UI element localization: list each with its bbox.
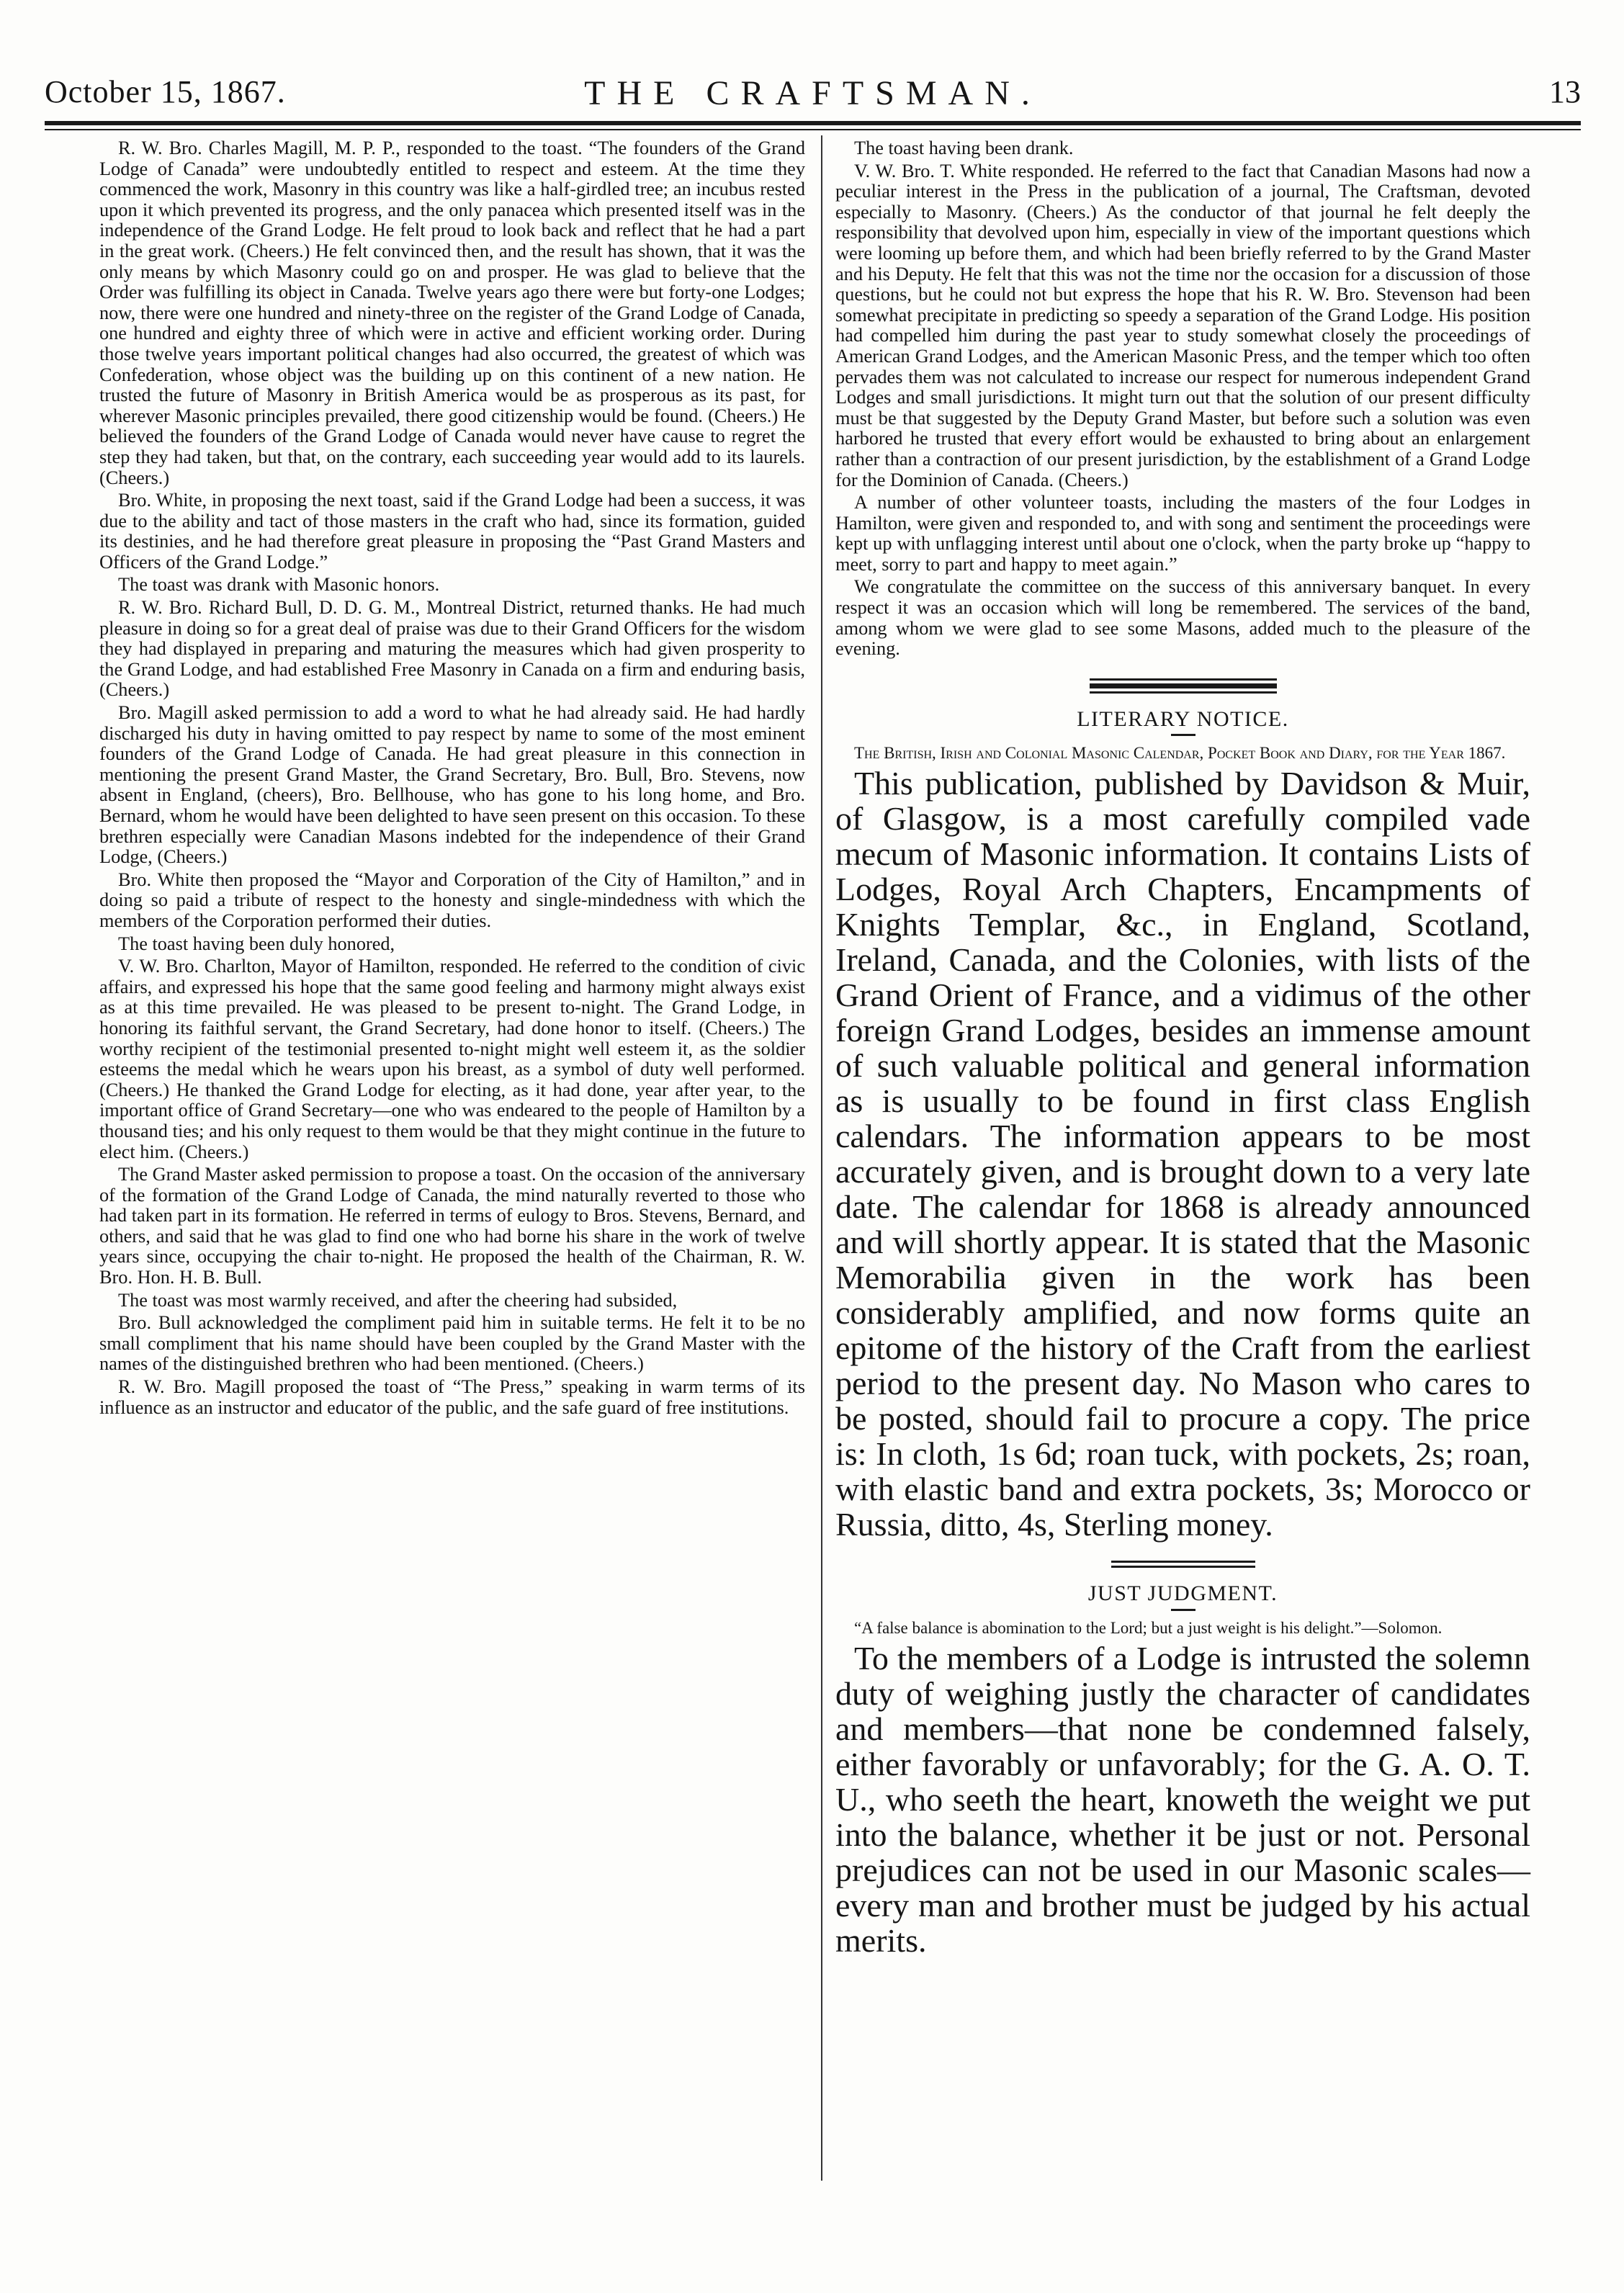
paragraph: R. W. Bro. Charles Magill, M. P. P., responded to the toast. “The founders of the Grand Lodge of Canada” were undoubtedly entitled to respect and esteem. At the time they commenced the work, Masonry in this country was like a half-girdled tree; an incubus rested upon it which prevented its progress, and the only panacea which presented itself was in the independence of the Grand Lodge. He felt proud to look back and reflect that he had a part in the great work. (Cheers.) He felt convinced then, and the result has shown, that it was the only means by which Masonry could go on and prosper. He was glad to believe that the Order was fulfilling its object in Canada. Twelve years ago there were but forty-one Lodges; now, there were one hundred and ninety-three on the register of the Grand Lodge of Canada, one hundred and eighty three of which were in active and efficient working order. During those twelve years important political changes had also occurred, the greatest of which was Confederation, whose object was the building up on this continent of a new nation. He trusted the future of Masonry in British America would be as prosperous as its past, for wherever Masonic principles prevailed, there good citizenship would be found. (Cheers.) He believed the founders of the Grand Lodge of Canada would never have cause to regret the step they had taken, but that, on the contrary, each succeeding year would add to its laurels. (Cheers.): [99, 138, 805, 488]
paragraph: The Grand Master asked permission to propose a toast. On the occasion of the anniversary of the formation of the Grand Lodge of Canada, the mind naturally reverted to those who had taken part in its formation. He referred in terms of eulogy to Bros. Stevens, Bernard, and others, and said that he was glad to find one who had borne his share in the work of twelve years since, occupying the chair to-night. He proposed the health of the Chairman, R. W. Bro. Hon. H. B. Bull.: [99, 1164, 805, 1288]
paragraph: Bro. White then proposed the “Mayor and Corporation of the City of Hamilton,” and in doing so paid a tribute of respect to the honesty and single-mindedness with which the members of the Corporation performed their duties.: [99, 869, 805, 931]
paragraph: We congratulate the committee on the success of this anniversary banquet. In every respect it was an occasion which will long be remembered. The services of the band, among whom we were glad to see some Masons, added much to the pleasure of the evening.: [835, 576, 1530, 660]
literary-notice-subtitle: The British, Irish and Colonial Masonic Calendar, Pocket Book and Diary, for the Year 1867.: [854, 744, 1506, 763]
page-number: 13: [1549, 74, 1581, 109]
just-judgment-epigraph: “A false balance is abomination to the Lord; but a just weight is his delight.”—Solomon.: [854, 1619, 1443, 1638]
journal-title: THE CRAFTSMAN.: [584, 74, 1041, 112]
left-column: [99, 138, 805, 1420]
masthead: [45, 73, 1581, 115]
literary-notice-body: This publication, published by Davidson & Muir, of Glasgow, is a most carefully compiled vade mecum of Masonic information. It contains Lists of Lodges, Royal Arch Chapters, Encampments of Knights Templar, &c., in England, Scotland, Ireland, Canada, and the Colonies, with lists of the Grand Orient of France, and a vidimus of the other foreign Grand Lodges, besides an immense amount of such valuable political and general information as is usually to be found in first class English calendars. The information appears to be most accurately given, and is brought down to a very late date. The calendar for 1868 is already announced and will shortly appear. It is stated that the Masonic Memorabilia given in the work has been considerably amplified, and now forms quite an epitome of the history of the Craft from the earliest period to the present day. No Mason who cares to be posted, should fail to procure a copy. The price is: In cloth, 1s 6d; roan tuck, with pockets, 2s; roan, with elastic band and extra pockets, 3s; Morocco or Russia, ditto, 4s, Sterling money.: [835, 765, 1530, 1543]
paragraph: The toast was most warmly received, and after the cheering had subsided,: [118, 1289, 678, 1311]
paragraph: V. W. Bro. T. White responded. He referred to the fact that Canadian Masons had now a peculiar interest in the Press in the publication of a journal, The Craftsman, devoted especially to Masonry. (Cheers.) As the conductor of that journal he felt deeply the responsibility that devolved upon him, especially in view of the important questions which were looming up before them, and which had been briefly referred to by the Grand Master and his Deputy. He felt that this was not the time nor the occasion for a discussion of those questions, but he could not but express the hope that his R. W. Bro. Stevenson had been somewhat precipitate in predicting so speedy a separation of the Grand Lodge. His position had compelled him during the past year to study somewhat closely the proceedings of American Grand Lodges, and the American Masonic Press, and the temper which too often pervades them was not calculated to increase our respect for numerous independent Grand Lodges and small jurisdictions. It might turn out that the solution of our present difficulty must be that suggested by the Deputy Grand Master, but before such a solution was even harbored he trusted that every effort would be exhausted to bring about an enlargement rather than a contraction of our present jurisdiction, by the establishment of a Grand Lodge for the Dominion of Canada. (Cheers.): [835, 160, 1530, 490]
issue-date: October 15, 1867.: [45, 74, 286, 109]
paragraph: R. W. Bro. Richard Bull, D. D. G. M., Montreal District, returned thanks. He had much pleasure in doing so for a great deal of praise was due to their Grand Officers for the wisdom they had displayed in preparing and maturing the measures which had given prosperity to the Grand Lodge, and had established Free Masonry in Canada on a firm and enduring basis, (Cheers.): [99, 597, 805, 701]
heading-rule: [1171, 734, 1195, 736]
masthead-rule-thin: [45, 129, 1581, 130]
paragraph: The toast having been drank.: [854, 138, 1074, 158]
heading-rule: [1171, 1609, 1195, 1611]
just-judgment-body: To the members of a Lodge is intrusted the solemn duty of weighing justly the character of candidates and members—that none be condemned falsely, either favorably or unfavorably; for the G. A. O. T. U., who seeth the heart, knoweth the weight we put into the balance, whether it be just or not. Personal prejudices can not be used in our Masonic scales—every man and brother must be judged by his actual merits.: [835, 1640, 1530, 1960]
paragraph: A number of other volunteer toasts, including the masters of the four Lodges in Hamilton, were given and responded to, and with song and sentiment the proceedings were kept up with unflagging interest until about one o'clock, when the party broke up “happy to meet, sorry to part and happy to meet again.”: [835, 492, 1530, 575]
masthead-rule-thick: [45, 121, 1581, 125]
just-judgment-heading: JUST JUDGMENT.: [1087, 1581, 1278, 1606]
paragraph: Bro. Bull acknowledged the compliment paid him in suitable terms. He felt it to be no small compliment that his name should have been coupled by the Grand Master with the names of the distinguished brethren who had been mentioned. (Cheers.): [99, 1312, 805, 1375]
paragraph: V. W. Bro. Charlton, Mayor of Hamilton, responded. He referred to the condition of civic affairs, and expressed his hope that the same good feeling and harmony might always exist as at this time prevailed. He was pleased to be present to-night. The Grand Lodge, in honoring its faithful servant, the Grand Secretary, had done honor to itself. (Cheers.) The worthy recipient of the testimonial presented to-night might well esteem it, as the soldier esteems the medal which he wears upon his breast, as a symbol of duty well performed. (Cheers.) He thanked the Grand Lodge for electing, as it had done, year after year, to the important office of Grand Secretary—one who was endeared to the people of Hamilton by a thousand ties; and his only request to them would be that they might continue in the future to elect him. (Cheers.): [99, 956, 805, 1162]
paragraph: R. W. Bro. Magill proposed the toast of “The Press,” speaking in warm terms of its influence as an instructor and educator of the public, and the safe guard of free institutions.: [99, 1376, 805, 1418]
literary-notice-heading: LITERARY NOTICE.: [1077, 706, 1289, 731]
section-divider: [1090, 678, 1277, 694]
column-divider: [821, 135, 822, 2181]
paragraph: The toast having been duly honored,: [118, 933, 395, 954]
paragraph: Bro. White, in proposing the next toast, said if the Grand Lodge had been a success, it was due to the ability and tact of those masters in the craft who had, since its formation, guided its destinies, and he had therefore great pleasure in proposing the “Past Grand Masters and Officers of the Grand Lodge.”: [99, 490, 805, 573]
paragraph: Bro. Magill asked permission to add a word to what he had already said. He had hardly discharged his duty in having omitted to pay respect by name to some of the most eminent founders of the Grand Lodge of Canada. He had great pleasure in this connection in mentioning the present Grand Master, the Grand Secretary, Bro. Bull, Bro. Stevens, now absent in England, (cheers), Bro. Bellhouse, who has gone to his long home, and Bro. Bernard, whom he would have been delighted to have seen present on this occasion. To these brethren especially were Canadian Masons indebted for the independence of their Grand Lodge, (Cheers.): [99, 702, 805, 868]
right-column: [835, 138, 1530, 1960]
section-divider: [1111, 1561, 1255, 1568]
paragraph: The toast was drank with Masonic honors.: [118, 574, 440, 596]
